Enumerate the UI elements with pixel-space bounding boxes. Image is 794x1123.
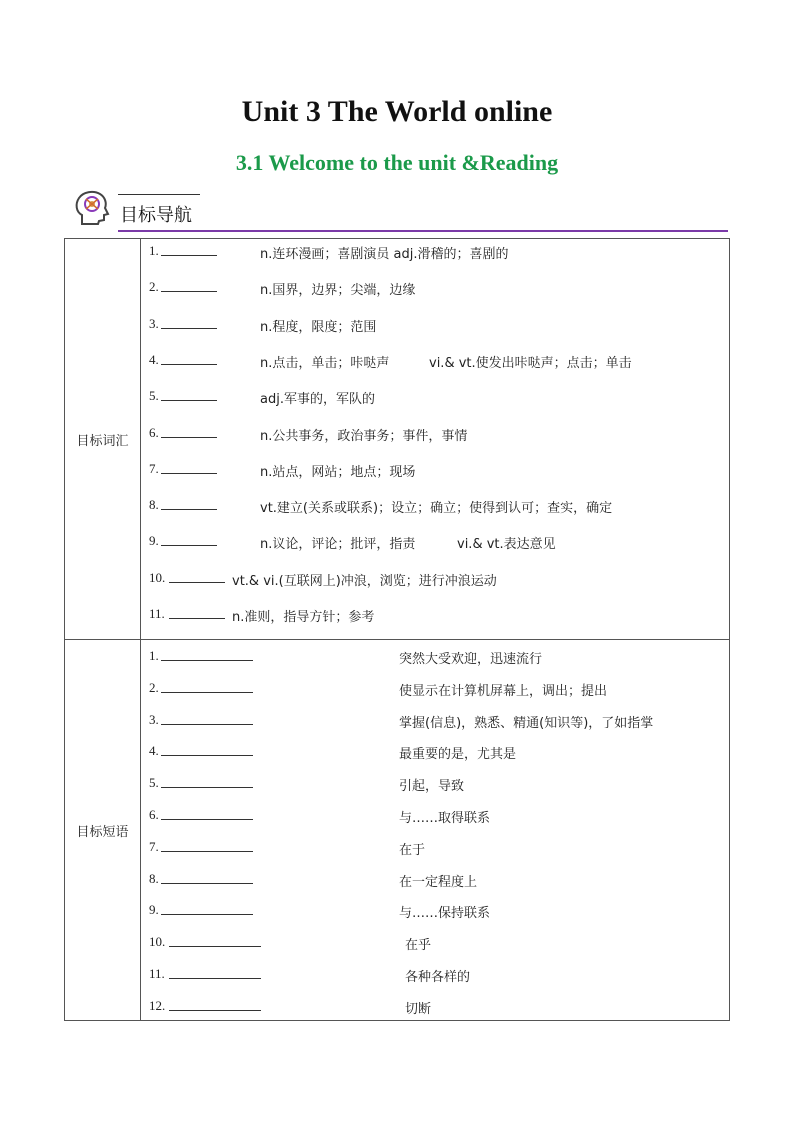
- section-header-label: 目标导航: [120, 205, 192, 226]
- answer-blank[interactable]: [161, 425, 217, 438]
- answer-blank[interactable]: [161, 243, 217, 256]
- item-number: 6.: [149, 424, 159, 440]
- vocab-item: [141, 461, 721, 479]
- phrase-item: [141, 902, 721, 920]
- item-number: 9.: [149, 902, 159, 918]
- item-number: 12.: [149, 997, 166, 1013]
- definition: 在乎: [405, 938, 432, 954]
- answer-blank[interactable]: [161, 807, 253, 820]
- vocab-item: [141, 279, 721, 297]
- item-number: 3.: [149, 315, 159, 331]
- answer-blank[interactable]: [161, 871, 253, 884]
- answer-blank[interactable]: [161, 775, 253, 788]
- answer-blank[interactable]: [161, 497, 217, 510]
- vocab-item: [141, 606, 721, 624]
- item-number: 4.: [149, 351, 159, 367]
- answer-blank[interactable]: [161, 533, 217, 546]
- phrase-item: [141, 680, 721, 698]
- definition-verb: vi.& vt.使发出咔哒声；点击；单击: [429, 355, 632, 371]
- vocab-item: [141, 243, 721, 261]
- answer-blank[interactable]: [169, 934, 261, 947]
- answer-blank[interactable]: [169, 606, 225, 619]
- definition: n.议论，评论；批评，指责: [260, 537, 416, 553]
- phrases-row: [65, 640, 730, 1021]
- vocab-item: [141, 316, 721, 334]
- vocab-item: [141, 533, 721, 551]
- answer-blank[interactable]: [169, 570, 225, 583]
- item-number: 10.: [149, 934, 166, 950]
- item-number: 5.: [149, 388, 159, 404]
- definition: 引起，导致: [399, 779, 465, 795]
- item-number: 11.: [149, 606, 165, 621]
- vocab-item: [141, 570, 721, 588]
- vocab-item: [141, 352, 721, 370]
- item-number: 7.: [149, 460, 159, 476]
- phrases-label: 目标短语: [65, 640, 141, 1021]
- item-number: 7.: [149, 838, 159, 854]
- definition: 切断: [405, 1001, 432, 1017]
- definition: vt.建立(关系或联系)；设立；确立；使得到认可；查实，确定: [260, 501, 613, 517]
- item-number: 1.: [149, 648, 159, 663]
- item-number: 8.: [149, 497, 159, 513]
- answer-blank[interactable]: [169, 998, 261, 1011]
- definition: n.准则，指导方针；参考: [232, 610, 375, 625]
- definition: n.连环漫画；喜剧演员 adj.滑稽的；喜剧的: [260, 247, 509, 262]
- phrases-cell: [141, 640, 730, 1021]
- vocab-cell: [141, 239, 730, 640]
- header-top-line: [118, 194, 200, 195]
- item-number: 5.: [149, 775, 159, 791]
- phrase-item: [141, 966, 721, 984]
- answer-blank[interactable]: [169, 966, 261, 979]
- vocab-item: [141, 388, 721, 406]
- phrase-item: [141, 807, 721, 825]
- definition: n.国界，边界；尖端，边缘: [260, 283, 416, 299]
- answer-blank[interactable]: [161, 648, 253, 661]
- definition: adj.军事的，军队的: [260, 392, 375, 408]
- item-number: 6.: [149, 807, 159, 822]
- definition: n.点击，单击；咔哒声: [260, 355, 390, 371]
- answer-blank[interactable]: [161, 352, 217, 365]
- item-number: 2.: [149, 279, 159, 295]
- answer-blank[interactable]: [161, 388, 217, 401]
- definition: 与……取得联系: [399, 811, 491, 826]
- item-number: 11.: [149, 966, 165, 981]
- definition: 掌握(信息)，熟悉、精通(知识等)，了如指掌: [399, 715, 654, 731]
- vocab-item: [141, 497, 721, 515]
- item-number: 2.: [149, 679, 159, 695]
- definition: 使显示在计算机屏幕上，调出；提出: [399, 683, 608, 699]
- answer-blank[interactable]: [161, 839, 253, 852]
- item-number: 9.: [149, 533, 159, 549]
- item-number: 10.: [149, 569, 166, 585]
- item-number: 3.: [149, 711, 159, 727]
- item-number: 1.: [149, 243, 159, 258]
- answer-blank[interactable]: [161, 680, 253, 693]
- vocab-label: 目标词汇: [65, 239, 141, 640]
- header-divider: [118, 230, 728, 232]
- vocab-item: [141, 425, 721, 443]
- definition: n.程度，限度；范围: [260, 319, 377, 335]
- phrase-item: [141, 712, 721, 730]
- answer-blank[interactable]: [161, 712, 253, 725]
- page-subtitle: 3.1 Welcome to the unit &Reading: [235, 150, 559, 175]
- definition-verb: vi.& vt.表达意见: [457, 537, 556, 553]
- definition: n.站点，网站；地点；现场: [260, 464, 416, 480]
- definition: vt.& vi.(互联网上)冲浪，浏览；进行冲浪运动: [232, 573, 497, 589]
- definition: 在一定程度上: [399, 874, 478, 890]
- phrase-item: [141, 775, 721, 793]
- phrase-item: [141, 871, 721, 889]
- phrase-item: [141, 648, 721, 666]
- phrase-item: [141, 934, 721, 952]
- definition: 最重要的是，尤其是: [399, 747, 517, 763]
- answer-blank[interactable]: [161, 743, 253, 756]
- vocab-row: [65, 239, 730, 640]
- answer-blank[interactable]: [161, 461, 217, 474]
- item-number: 4.: [149, 743, 159, 759]
- phrase-item: [141, 998, 721, 1016]
- item-number: 8.: [149, 870, 159, 886]
- head-gears-icon: [72, 188, 112, 228]
- phrase-item: [141, 839, 721, 857]
- vocab-list: [141, 239, 729, 639]
- page-title: Unit 3 The World online: [241, 95, 553, 128]
- answer-blank[interactable]: [161, 316, 217, 329]
- definition: n.公共事务，政治事务；事件，事情: [260, 428, 468, 444]
- answer-blank[interactable]: [161, 279, 217, 292]
- definition: 各种各样的: [405, 970, 471, 985]
- phrase-item: [141, 743, 721, 761]
- definition: 突然大受欢迎，迅速流行: [399, 652, 543, 667]
- definition: 与……保持联系: [399, 906, 491, 922]
- phrase-list: [141, 640, 729, 1020]
- answer-blank[interactable]: [161, 902, 253, 915]
- section-header: [72, 186, 728, 232]
- worksheet-table: [64, 238, 730, 1021]
- definition: 在于: [399, 842, 426, 858]
